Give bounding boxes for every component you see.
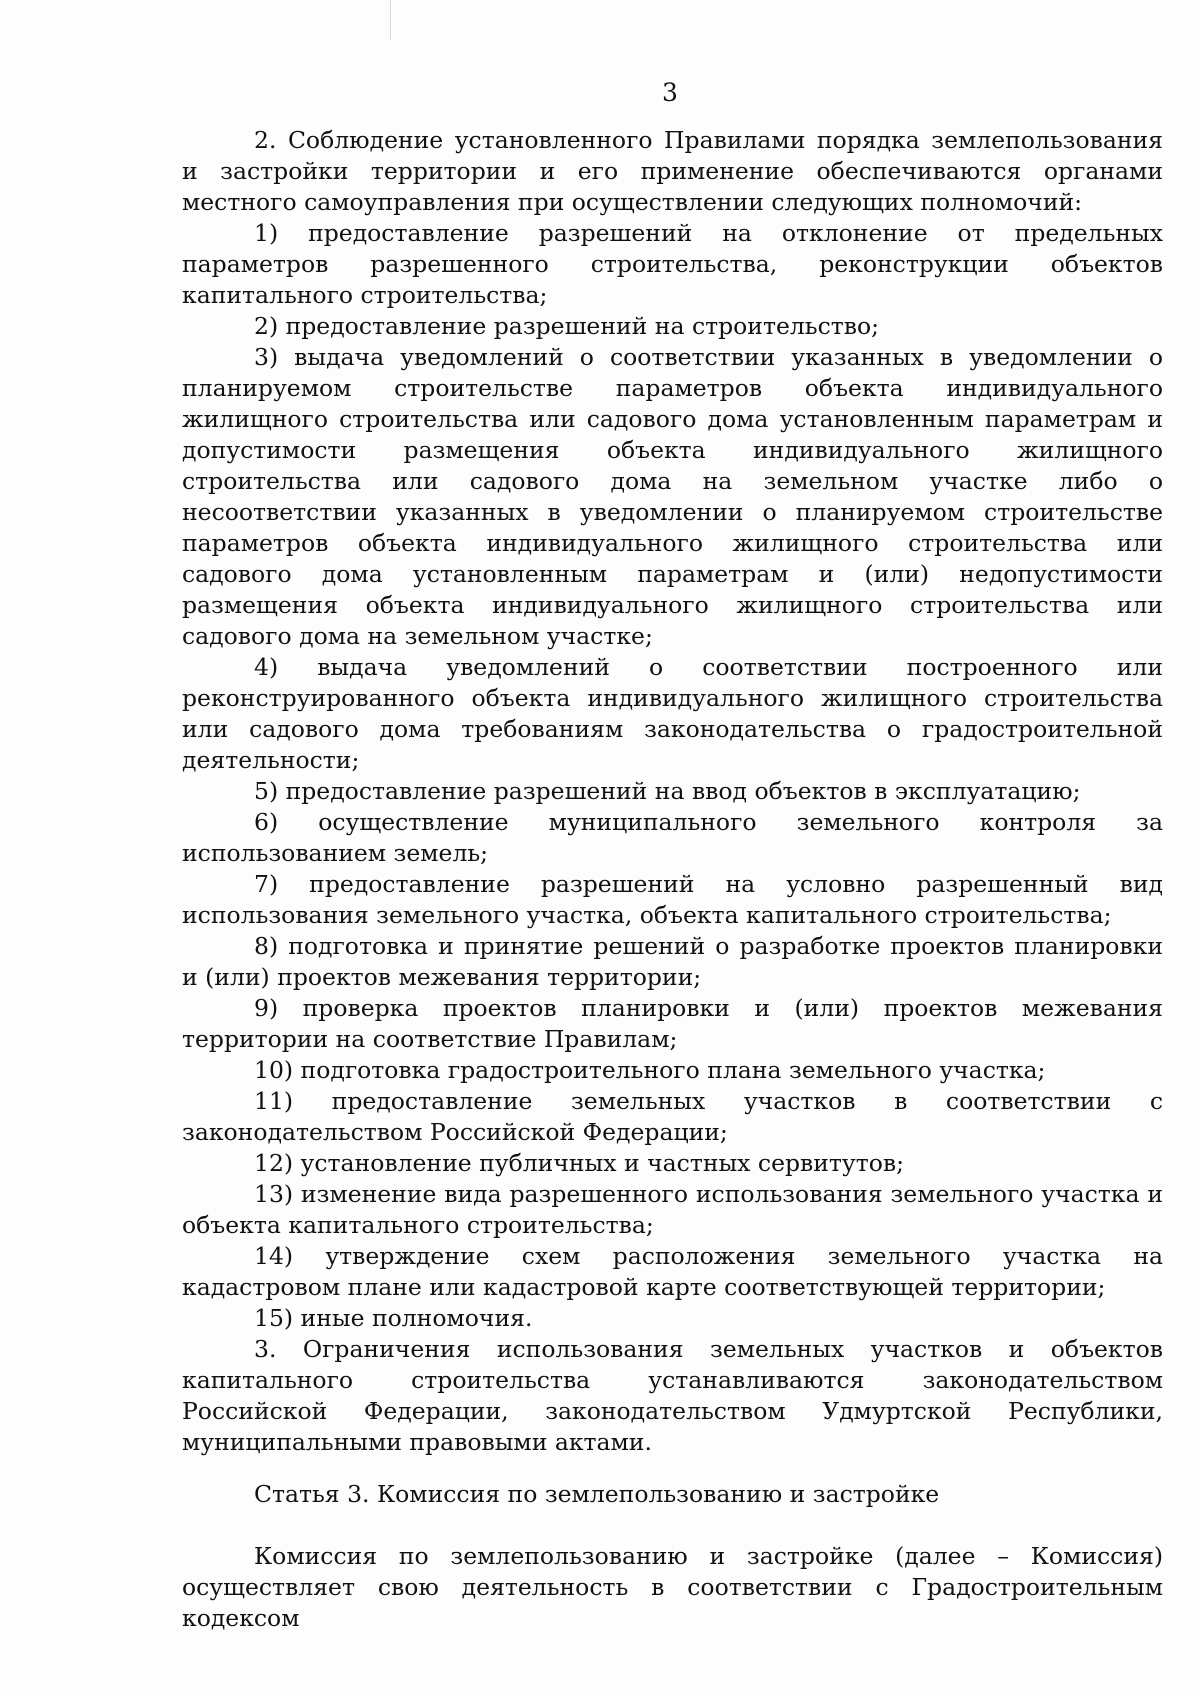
list-item-15: 15) иные полномочия. [254, 1304, 533, 1332]
list-item-3: 3) выдача уведомлений о соответствии указанных в уведомлении о планируемом строительстве параметров объекта индивидуального жилищного строительства или садового дома установленным параметрам и допустимости размещения объекта индивидуального жилищного строительства или садового дома на земельном участке либо о несоответствии указанных в уведомлении о планируемом строительстве параметров объекта индивидуального жилищного строительства или садового дома установленным параметрам и (или) недопустимости размещения объекта индивидуального жилищного строительства или садового дома на земельном участке; [182, 343, 1163, 650]
list-item-9: 9) проверка проектов планировки и (или) проектов межевания территории на соответствие Правилам; [182, 994, 1163, 1053]
list-item-13: 13) изменение вида разрешенного использования земельного участка и объекта капитального строительства; [182, 1180, 1163, 1239]
scan-fold-mark [390, 0, 391, 40]
article-3-intro: Комиссия по землепользованию и застройке (далее – Комиссия) осуществляет свою деятельность в соответствии с Градостроительным кодексом [182, 1542, 1163, 1632]
document-body [182, 125, 1163, 1634]
list-item-5: 5) предоставление разрешений на ввод объектов в эксплуатацию; [254, 777, 1081, 805]
list-item-10: 10) подготовка градостроительного плана земельного участка; [254, 1056, 1046, 1084]
list-item-1: 1) предоставление разрешений на отклонение от предельных параметров разрешенного строительства, реконструкции объектов капитального строительства; [182, 219, 1163, 309]
list-item-8: 8) подготовка и принятие решений о разработке проектов планировки и (или) проектов межевания территории; [182, 932, 1163, 991]
list-item-11: 11) предоставление земельных участков в соответствии с законодательством Российской Федерации; [182, 1087, 1163, 1146]
section-2-intro: 2. Соблюдение установленного Правилами порядка землепользования и застройки территории и его применение обеспечиваются органами местного самоуправления при осуществлении следующих полномочий: [182, 126, 1163, 216]
list-item-6: 6) осуществление муниципального земельного контроля за использованием земель; [182, 808, 1163, 867]
list-item-12: 12) установление публичных и частных сервитутов; [254, 1149, 905, 1177]
page-number: 3 [662, 78, 678, 107]
list-item-2: 2) предоставление разрешений на строительство; [254, 312, 880, 340]
list-item-7: 7) предоставление разрешений на условно разрешенный вид использования земельного участка, объекта капитального строительства; [182, 870, 1163, 929]
section-3-text: 3. Ограничения использования земельных участков и объектов капитального строительства устанавливаются законодательством Российской Федерации, законодательством Удмуртской Республики, муниципальными правовыми актами. [182, 1335, 1163, 1456]
list-item-4: 4) выдача уведомлений о соответствии построенного или реконструированного объекта индивидуального жилищного строительства или садового дома требованиям законодательства о градостроительной деятельности; [182, 653, 1163, 774]
article-3-title: Статья 3. Комиссия по землепользованию и застройке [254, 1480, 940, 1508]
list-item-14: 14) утверждение схем расположения земельного участка на кадастровом плане или кадастровой карте соответствующей территории; [182, 1242, 1163, 1301]
